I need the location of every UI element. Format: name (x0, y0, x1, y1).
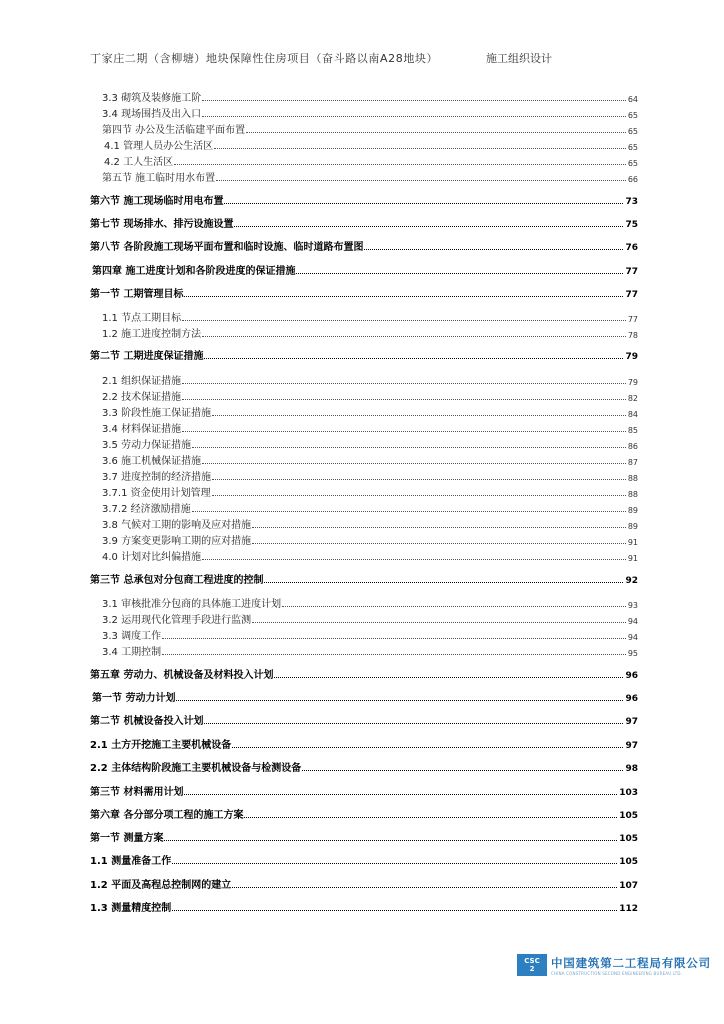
toc-dot-leader (202, 336, 626, 337)
toc-entry-title: 3.3 阶段性施工保证措施 (102, 408, 212, 419)
toc-page-number: 84 (627, 410, 638, 419)
toc-page-number: 105 (619, 811, 638, 821)
toc-dot-leader (202, 116, 626, 117)
toc-dot-leader (214, 148, 626, 149)
toc-entry[interactable] (90, 877, 638, 891)
toc-page-number: 93 (627, 601, 638, 610)
toc-dot-leader (246, 132, 626, 133)
toc-entry[interactable] (90, 667, 638, 681)
toc-entry-title: 1.2 施工进度控制方法 (102, 329, 202, 340)
toc-entry[interactable] (102, 310, 638, 324)
toc-dot-leader (302, 770, 623, 771)
toc-entry-title: 第六节 施工现场临时用电布置 (90, 196, 224, 207)
toc-entry[interactable] (92, 690, 638, 704)
toc-page-number: 75 (625, 220, 638, 230)
toc-dot-leader (172, 863, 617, 864)
toc-page-number: 95 (627, 649, 638, 658)
toc-dot-leader (174, 164, 626, 165)
toc-entry[interactable] (102, 596, 638, 610)
toc-entry[interactable] (90, 713, 638, 727)
toc-page-number: 65 (627, 111, 638, 120)
toc-page-number: 76 (625, 243, 638, 253)
toc-entry[interactable] (102, 501, 638, 515)
toc-dot-leader (212, 479, 626, 480)
toc-entry-title: 第四节 办公及生活临建平面布置 (102, 125, 246, 136)
toc-page-number: 89 (627, 506, 638, 515)
toc-entry-title: 1.3 测量精度控制 (90, 903, 172, 914)
toc-dot-leader (244, 817, 617, 818)
toc-page-number: 77 (625, 290, 638, 300)
toc-entry[interactable] (90, 807, 638, 821)
toc-entry-title: 3.9 方案变更影响工期的应对措施 (102, 536, 252, 547)
toc-entry[interactable] (90, 784, 638, 798)
toc-entry-title: 3.7 进度控制的经济措施 (102, 472, 212, 483)
toc-dot-leader (224, 203, 623, 204)
toc-entry-title: 2.2 主体结构阶段施工主要机械设备与检测设备 (90, 763, 302, 774)
toc-dot-leader (176, 700, 623, 701)
toc-dot-leader (202, 559, 626, 560)
toc-dot-leader (252, 622, 626, 623)
toc-page-number: 105 (619, 857, 638, 867)
toc-entry[interactable] (102, 533, 638, 547)
toc-entry-title: 第四章 施工进度计划和各阶段进度的保证措施 (92, 266, 296, 277)
toc-page-number: 64 (627, 95, 638, 104)
toc-entry[interactable] (90, 572, 638, 586)
toc-page-number: 66 (627, 175, 638, 184)
toc-dot-leader (282, 606, 626, 607)
toc-page-number: 91 (627, 554, 638, 563)
toc-dot-leader (182, 431, 626, 432)
toc-entry-title: 3.8 气候对工期的影响及应对措施 (102, 520, 252, 531)
toc-page-number: 88 (627, 490, 638, 499)
toc-dot-leader (274, 677, 623, 678)
toc-dot-leader (182, 320, 626, 321)
toc-entry-title: 第二节 工期进度保证措施 (90, 351, 204, 362)
toc-page-number: 112 (619, 904, 638, 914)
toc-dot-leader (184, 296, 623, 297)
toc-entry[interactable] (102, 389, 638, 403)
toc-page-number: 78 (627, 331, 638, 340)
toc-dot-leader (204, 723, 623, 724)
toc-entry-title: 第七节 现场排水、排污设施设置 (90, 219, 234, 230)
toc-entry-title: 2.1 组织保证措施 (102, 376, 182, 387)
toc-entry-title: 3.1 审核批准分包商的具体施工进度计划 (102, 599, 282, 610)
company-footer (517, 953, 723, 977)
toc-entry[interactable] (102, 326, 638, 340)
toc-entry-title: 1.1 节点工期目标 (102, 313, 182, 324)
toc-entry[interactable] (90, 286, 638, 300)
toc-page-number: 65 (627, 143, 638, 152)
toc-dot-leader (192, 447, 626, 448)
toc-page-number: 105 (619, 834, 638, 844)
toc-dot-leader (204, 358, 623, 359)
toc-entry[interactable] (104, 138, 638, 152)
toc-dot-leader (252, 527, 626, 528)
toc-dot-leader (232, 747, 623, 748)
toc-entry-title: 4.2 工人生活区 (104, 157, 174, 168)
toc-entry[interactable] (102, 549, 638, 563)
toc-dot-leader (202, 463, 626, 464)
toc-page-number: 65 (627, 127, 638, 136)
toc-entry[interactable] (102, 437, 638, 451)
toc-entry[interactable] (90, 853, 638, 867)
toc-entry-title: 第一节 测量方案 (90, 833, 164, 844)
toc-dot-leader (202, 100, 626, 101)
toc-page-number: 92 (625, 576, 638, 586)
toc-dot-leader (182, 383, 626, 384)
toc-page-number: 77 (625, 267, 638, 277)
toc-entry-title: 3.4 材料保证措施 (102, 424, 182, 435)
toc-page-number: 73 (625, 197, 638, 207)
toc-entry-title: 3.7.1 资金使用计划管理 (102, 488, 211, 499)
toc-dot-leader (252, 543, 626, 544)
toc-entry-title: 4.1 管理人员办公生活区 (104, 141, 214, 152)
toc-entry[interactable] (102, 170, 638, 184)
toc-entry[interactable] (102, 517, 638, 531)
toc-entry[interactable] (90, 760, 638, 774)
toc-page-number: 79 (625, 352, 638, 362)
toc-entry[interactable] (92, 263, 638, 277)
toc-dot-leader (164, 840, 617, 841)
toc-entry-title: 3.3 调度工作 (102, 631, 162, 642)
toc-page-number: 79 (627, 378, 638, 387)
company-logo: CSC 2 (517, 954, 547, 976)
toc-entry-title: 第二节 机械设备投入计划 (90, 716, 204, 727)
toc-entry-title: 3.3 砌筑及装修施工阶 (102, 93, 202, 104)
toc-dot-leader (216, 180, 626, 181)
toc-page-number: 86 (627, 442, 638, 451)
toc-entry-title: 第八节 各阶段施工现场平面布置和临时设施、临时道路布置图 (90, 242, 364, 253)
document-title: 施工组织设计 (486, 52, 552, 65)
toc-entry[interactable] (90, 348, 638, 362)
company-name-en: CHINA CONSTRUCTION SECOND ENGINEERING BUREAU LTD. (551, 970, 683, 976)
toc-entry-title: 3.4 工期控制 (102, 647, 162, 658)
toc-page-number: 94 (627, 617, 638, 626)
toc-entry-title: 第五章 劳动力、机械设备及材料投入计划 (90, 670, 274, 681)
toc-entry-title: 1.2 平面及高程总控制网的建立 (90, 880, 232, 891)
toc-entry-title: 1.1 测量准备工作 (90, 856, 172, 867)
toc-entry-title: 3.5 劳动力保证措施 (102, 440, 192, 451)
toc-page-number: 98 (625, 764, 638, 774)
toc-entry[interactable] (102, 122, 638, 136)
company-name: 中国建筑第二工程局有限公司 (551, 955, 711, 970)
toc-dot-leader (212, 415, 626, 416)
toc-entry-title: 第三节 材料需用计划 (90, 787, 184, 798)
toc-page-number: 87 (627, 458, 638, 467)
toc-entry-title: 3.4 现场围挡及出入口 (102, 109, 202, 120)
toc-entry-title: 第一节 工期管理目标 (90, 289, 184, 300)
toc-entry[interactable] (90, 830, 638, 844)
toc-entry[interactable] (90, 737, 638, 751)
toc-entry[interactable] (90, 193, 638, 207)
toc-entry-title: 4.0 计划对比纠偏措施 (102, 552, 202, 563)
toc-entry[interactable] (90, 216, 638, 230)
toc-page-number: 97 (625, 717, 638, 727)
toc-dot-leader (232, 887, 617, 888)
toc-entry[interactable] (104, 154, 638, 168)
toc-entry[interactable] (102, 453, 638, 467)
toc-entry[interactable] (102, 612, 638, 626)
toc-dot-leader (184, 794, 617, 795)
toc-dot-leader (234, 226, 623, 227)
toc-entry[interactable] (90, 239, 638, 253)
toc-entry[interactable] (102, 373, 638, 387)
toc-dot-leader (172, 910, 617, 911)
toc-entry[interactable] (102, 90, 638, 104)
toc-page-number: 88 (627, 474, 638, 483)
toc-dot-leader (264, 582, 623, 583)
toc-entry-title: 第一节 劳动力计划 (92, 693, 176, 704)
toc-page-number: 103 (619, 788, 638, 798)
toc-entry[interactable] (90, 900, 638, 914)
toc-entry[interactable] (102, 628, 638, 642)
toc-page-number: 97 (625, 741, 638, 751)
toc-entry-title: 第三节 总承包对分包商工程进度的控制 (90, 575, 264, 586)
toc-dot-leader (212, 495, 626, 496)
toc-entry-title: 3.6 施工机械保证措施 (102, 456, 202, 467)
toc-entry[interactable] (102, 405, 638, 419)
toc-entry-title: 2.2 技术保证措施 (102, 392, 182, 403)
toc-page-number: 94 (627, 633, 638, 642)
toc-entry[interactable] (102, 469, 638, 483)
toc-page-number: 89 (627, 522, 638, 531)
toc-dot-leader (364, 249, 623, 250)
toc-page-number: 85 (627, 426, 638, 435)
toc-entry[interactable] (102, 421, 638, 435)
toc-entry[interactable] (102, 644, 638, 658)
toc-entry-title: 3.2 运用现代化管理手段进行监测 (102, 615, 252, 626)
toc-dot-leader (162, 654, 626, 655)
project-title: 丁家庄二期（含柳塘）地块保障性住房项目（奋斗路以南A28地块） (90, 52, 439, 65)
toc-page-number: 96 (625, 694, 638, 704)
toc-entry[interactable] (102, 106, 638, 120)
toc-dot-leader (162, 638, 626, 639)
toc-dot-leader (182, 399, 626, 400)
toc-entry[interactable] (102, 485, 638, 499)
toc-entry-title: 第六章 各分部分项工程的施工方案 (90, 810, 244, 821)
toc-page-number: 77 (627, 315, 638, 324)
toc-page-number: 65 (627, 159, 638, 168)
toc-dot-leader (296, 273, 623, 274)
toc-page-number: 96 (625, 671, 638, 681)
toc-dot-leader (192, 511, 626, 512)
toc-entry-title: 2.1 土方开挖施工主要机械设备 (90, 740, 232, 751)
toc-entry-title: 第五节 施工临时用水布置 (102, 173, 216, 184)
toc-page-number: 82 (627, 394, 638, 403)
toc-page-number: 91 (627, 538, 638, 547)
toc-page-number: 107 (619, 881, 638, 891)
toc-entry-title: 3.7.2 经济激励措施 (102, 504, 191, 515)
